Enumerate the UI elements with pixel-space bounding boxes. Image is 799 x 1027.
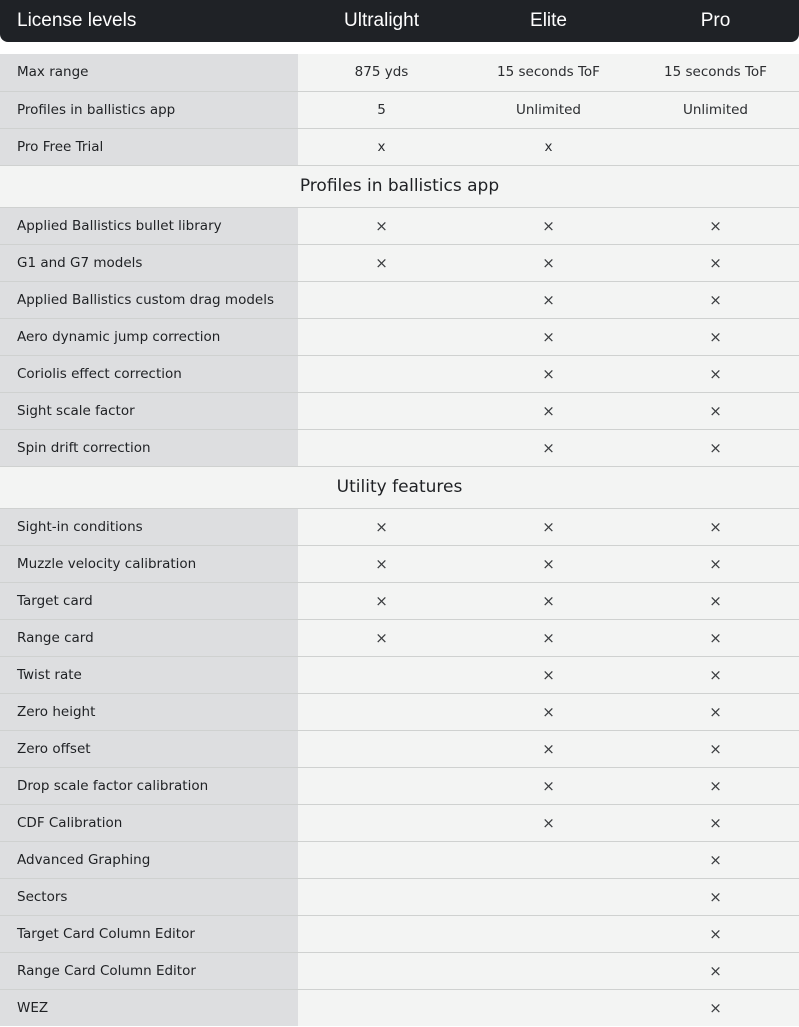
row-label: Target Card Column Editor <box>0 916 298 952</box>
cell-pro <box>632 805 799 841</box>
column-header-pro: Pro <box>700 10 731 31</box>
check-mark-icon: × <box>542 629 555 647</box>
check-mark-icon: × <box>709 888 722 906</box>
check-mark-icon: × <box>542 740 555 758</box>
check-mark-icon: × <box>375 518 388 536</box>
check-mark-icon: × <box>709 777 722 795</box>
cell-pro <box>632 430 799 466</box>
check-mark-icon: × <box>542 365 555 383</box>
cell-ultralight <box>298 657 465 693</box>
table-row <box>0 54 799 91</box>
row-label: Muzzle velocity calibration <box>0 546 298 582</box>
cell-pro <box>632 282 799 318</box>
cell-elite <box>465 916 632 952</box>
cell-elite <box>465 953 632 989</box>
check-mark-icon: × <box>709 851 722 869</box>
table-row <box>0 915 799 952</box>
check-mark-icon: × <box>542 777 555 795</box>
table-row <box>0 91 799 128</box>
table-row <box>0 804 799 841</box>
check-mark-icon: × <box>709 592 722 610</box>
cell-pro <box>632 546 799 582</box>
cell-pro <box>632 319 799 355</box>
cell-ultralight: 5 <box>377 102 386 118</box>
cell-ultralight <box>298 393 465 429</box>
cell-elite <box>465 583 632 619</box>
cell-elite: x <box>544 139 553 155</box>
cell-ultralight: 875 yds <box>354 64 409 80</box>
cell-pro <box>632 768 799 804</box>
cell-ultralight <box>298 319 465 355</box>
row-label: Advanced Graphing <box>0 842 298 878</box>
cell-ultralight <box>298 509 465 545</box>
cell-pro <box>632 990 799 1026</box>
cell-pro <box>632 208 799 244</box>
row-label: Range card <box>0 620 298 656</box>
row-label: Sight scale factor <box>0 393 298 429</box>
row-label: Applied Ballistics custom drag models <box>0 282 298 318</box>
header-title: License levels <box>17 10 137 31</box>
row-label: Zero offset <box>0 731 298 767</box>
row-label: Spin drift correction <box>0 430 298 466</box>
cell-elite: 15 seconds ToF <box>497 64 600 80</box>
check-mark-icon: × <box>709 439 722 457</box>
check-mark-icon: × <box>709 629 722 647</box>
cell-ultralight <box>298 768 465 804</box>
cell-pro <box>632 393 799 429</box>
check-mark-icon: × <box>542 814 555 832</box>
cell-elite <box>465 208 632 244</box>
cell-ultralight <box>298 990 465 1026</box>
check-mark-icon: × <box>542 217 555 235</box>
check-mark-icon: × <box>542 328 555 346</box>
table-row <box>0 508 799 545</box>
table-row <box>0 767 799 804</box>
cell-elite <box>465 731 632 767</box>
row-label: Zero height <box>0 694 298 730</box>
check-mark-icon: × <box>375 254 388 272</box>
check-mark-icon: × <box>709 740 722 758</box>
cell-pro <box>632 509 799 545</box>
cell-elite <box>465 319 632 355</box>
check-mark-icon: × <box>375 629 388 647</box>
check-mark-icon: × <box>542 291 555 309</box>
table-row <box>0 244 799 281</box>
cell-pro <box>632 731 799 767</box>
section-heading: Utility features <box>0 466 799 508</box>
table-row <box>0 128 799 165</box>
check-mark-icon: × <box>709 555 722 573</box>
cell-pro: Unlimited <box>682 102 748 118</box>
row-label: Sight-in conditions <box>0 509 298 545</box>
check-mark-icon: × <box>542 439 555 457</box>
check-mark-icon: × <box>709 402 722 420</box>
cell-pro <box>632 583 799 619</box>
table-row <box>0 693 799 730</box>
cell-pro <box>632 657 799 693</box>
cell-pro <box>632 620 799 656</box>
cell-ultralight: x <box>377 139 386 155</box>
row-label: Twist rate <box>0 657 298 693</box>
row-label: G1 and G7 models <box>0 245 298 281</box>
cell-elite <box>465 768 632 804</box>
cell-pro <box>632 953 799 989</box>
row-label: Max range <box>0 54 298 91</box>
check-mark-icon: × <box>709 217 722 235</box>
cell-elite <box>465 620 632 656</box>
table-row <box>0 841 799 878</box>
cell-ultralight <box>298 430 465 466</box>
row-label: Coriolis effect correction <box>0 356 298 392</box>
check-mark-icon: × <box>709 666 722 684</box>
cell-ultralight <box>298 953 465 989</box>
table-row <box>0 989 799 1026</box>
cell-elite <box>465 430 632 466</box>
check-mark-icon: × <box>542 254 555 272</box>
row-label: WEZ <box>0 990 298 1026</box>
cell-ultralight <box>298 620 465 656</box>
cell-ultralight <box>298 245 465 281</box>
table-row <box>0 656 799 693</box>
table-row <box>0 429 799 466</box>
row-label: Sectors <box>0 879 298 915</box>
cell-ultralight <box>298 805 465 841</box>
section-heading: Profiles in ballistics app <box>0 165 799 207</box>
cell-pro <box>632 694 799 730</box>
cell-elite <box>465 282 632 318</box>
row-label: Pro Free Trial <box>0 129 298 165</box>
cell-elite <box>465 657 632 693</box>
table-row <box>0 619 799 656</box>
table-row <box>0 207 799 244</box>
column-header-elite: Elite <box>530 10 567 31</box>
row-label: Target card <box>0 583 298 619</box>
check-mark-icon: × <box>709 814 722 832</box>
table-header <box>0 0 799 42</box>
cell-ultralight <box>298 282 465 318</box>
cell-ultralight <box>298 583 465 619</box>
check-mark-icon: × <box>375 555 388 573</box>
cell-elite: Unlimited <box>515 102 581 118</box>
check-mark-icon: × <box>709 291 722 309</box>
row-label: Applied Ballistics bullet library <box>0 208 298 244</box>
row-label: Range Card Column Editor <box>0 953 298 989</box>
table-row <box>0 730 799 767</box>
check-mark-icon: × <box>709 365 722 383</box>
cell-pro <box>632 129 799 165</box>
table-row <box>0 281 799 318</box>
cell-elite <box>465 879 632 915</box>
table-row <box>0 878 799 915</box>
check-mark-icon: × <box>542 555 555 573</box>
check-mark-icon: × <box>542 703 555 721</box>
check-mark-icon: × <box>709 518 722 536</box>
check-mark-icon: × <box>375 592 388 610</box>
check-mark-icon: × <box>542 666 555 684</box>
cell-ultralight <box>298 208 465 244</box>
cell-elite <box>465 509 632 545</box>
license-comparison-table <box>0 54 799 1026</box>
column-header-ultralight: Ultralight <box>344 10 419 31</box>
cell-elite <box>465 393 632 429</box>
check-mark-icon: × <box>709 254 722 272</box>
check-mark-icon: × <box>709 925 722 943</box>
check-mark-icon: × <box>709 328 722 346</box>
row-label: CDF Calibration <box>0 805 298 841</box>
cell-ultralight <box>298 731 465 767</box>
table-row <box>0 355 799 392</box>
cell-elite <box>465 694 632 730</box>
check-mark-icon: × <box>709 703 722 721</box>
row-label: Profiles in ballistics app <box>0 92 298 128</box>
table-row <box>0 318 799 355</box>
cell-elite <box>465 245 632 281</box>
check-mark-icon: × <box>709 962 722 980</box>
cell-pro <box>632 356 799 392</box>
cell-ultralight <box>298 694 465 730</box>
cell-ultralight <box>298 842 465 878</box>
cell-elite <box>465 356 632 392</box>
cell-pro <box>632 842 799 878</box>
table-row <box>0 952 799 989</box>
cell-pro: 15 seconds ToF <box>664 64 767 80</box>
cell-ultralight <box>298 879 465 915</box>
check-mark-icon: × <box>542 402 555 420</box>
row-label: Drop scale factor calibration <box>0 768 298 804</box>
table-row <box>0 392 799 429</box>
check-mark-icon: × <box>709 999 722 1017</box>
check-mark-icon: × <box>542 592 555 610</box>
table-row <box>0 582 799 619</box>
cell-elite <box>465 990 632 1026</box>
cell-elite <box>465 842 632 878</box>
cell-pro <box>632 916 799 952</box>
table-row <box>0 545 799 582</box>
cell-pro <box>632 879 799 915</box>
cell-elite <box>465 805 632 841</box>
cell-ultralight <box>298 546 465 582</box>
cell-ultralight <box>298 356 465 392</box>
check-mark-icon: × <box>542 518 555 536</box>
cell-ultralight <box>298 916 465 952</box>
cell-elite <box>465 546 632 582</box>
row-label: Aero dynamic jump correction <box>0 319 298 355</box>
cell-pro <box>632 245 799 281</box>
check-mark-icon: × <box>375 217 388 235</box>
